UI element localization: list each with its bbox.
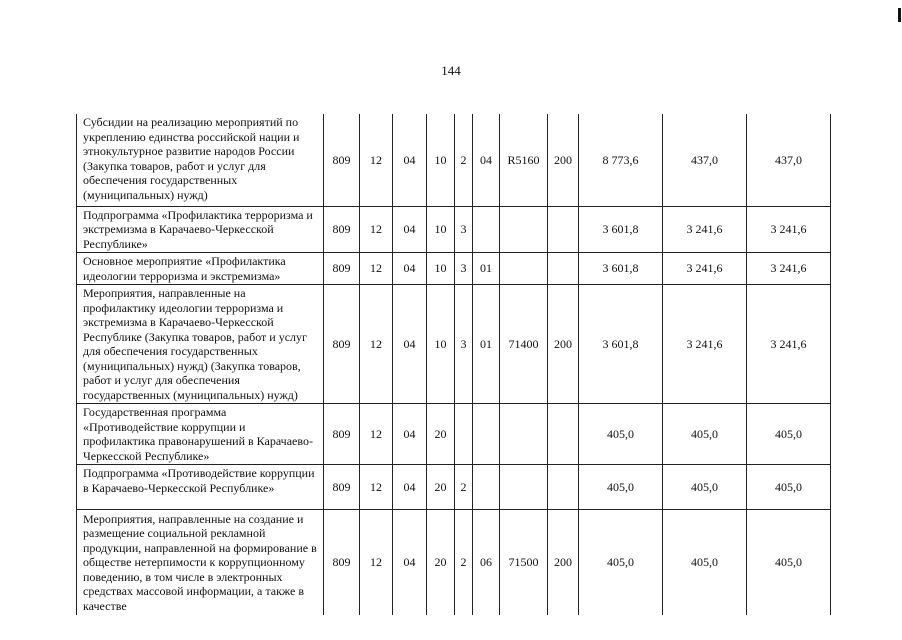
cell-program: 10 <box>427 114 455 206</box>
cell-razdel: 12 <box>360 510 393 615</box>
cell-podrazdel: 04 <box>393 510 427 615</box>
table-row <box>77 206 831 253</box>
cell-sum-1: 3 601,8 <box>579 285 663 404</box>
cell-podrazdel: 04 <box>393 404 427 465</box>
cell-name: Мероприятия, направленные на создание и размещение социальной рекламной продукции, направленной на формирование в обществе нетерпимости к коррупционному поведению, в том числе в электронных средствах массовой информации, а также в качестве <box>77 510 324 615</box>
cell-sum-2: 3 241,6 <box>663 206 747 253</box>
cell-name: Мероприятия, направленные на профилактику идеологии терроризма и экстремизма в Карачаево-Черкесской Республике (Закупка товаров, работ и услуг для обеспечения государственных (муниципальных) нужд) (Закупка товаров, работ и услуг для обеспечения государственных (муниципальных) нужд) <box>77 285 324 404</box>
cell-expense-type: 200 <box>548 510 579 615</box>
budget-table <box>76 114 831 615</box>
cell-sum-2: 3 241,6 <box>663 253 747 285</box>
cell-ved: 809 <box>324 206 360 253</box>
cell-name: Государственная программа «Противодействие коррупции и профилактика правонарушений в Карачаево-Черкесской Республике» <box>77 404 324 465</box>
cell-sum-3: 3 241,6 <box>747 285 831 404</box>
cell-podrazdel: 04 <box>393 206 427 253</box>
cell-program: 20 <box>427 510 455 615</box>
cell-name: Подпрограмма «Противодействие коррупции в Карачаево-Черкесской Республике» <box>77 465 324 510</box>
cell-sum-2: 405,0 <box>663 465 747 510</box>
cell-subprogram: 3 <box>455 253 473 285</box>
cell-sum-2: 437,0 <box>663 114 747 206</box>
cell-name: Основное мероприятие «Профилактика идеологии терроризма и экстремизма» <box>77 253 324 285</box>
cell-main-event <box>473 404 500 465</box>
cell-program: 10 <box>427 253 455 285</box>
cell-sum-1: 3 601,8 <box>579 206 663 253</box>
cell-razdel: 12 <box>360 253 393 285</box>
cell-main-event <box>473 465 500 510</box>
cell-program: 20 <box>427 404 455 465</box>
cell-direction <box>500 404 548 465</box>
cell-ved: 809 <box>324 114 360 206</box>
cell-razdel: 12 <box>360 285 393 404</box>
cell-sum-1: 405,0 <box>579 465 663 510</box>
cell-razdel: 12 <box>360 404 393 465</box>
cell-razdel: 12 <box>360 465 393 510</box>
page-number: 144 <box>441 63 461 78</box>
cell-sum-2: 405,0 <box>663 510 747 615</box>
cell-ved: 809 <box>324 285 360 404</box>
table-row <box>77 253 831 285</box>
cell-sum-3: 405,0 <box>747 510 831 615</box>
table-row <box>77 465 831 510</box>
cell-direction: 71400 <box>500 285 548 404</box>
cell-program: 10 <box>427 285 455 404</box>
cell-sum-3: 3 241,6 <box>747 206 831 253</box>
cell-subprogram: 2 <box>455 510 473 615</box>
cell-sum-1: 405,0 <box>579 404 663 465</box>
table-row <box>77 285 831 404</box>
cell-direction <box>500 253 548 285</box>
table-row <box>77 404 831 465</box>
cell-podrazdel: 04 <box>393 285 427 404</box>
cell-ved: 809 <box>324 253 360 285</box>
cell-sum-3: 3 241,6 <box>747 253 831 285</box>
cell-sum-1: 8 773,6 <box>579 114 663 206</box>
cell-podrazdel: 04 <box>393 114 427 206</box>
cell-program: 20 <box>427 465 455 510</box>
cell-subprogram: 3 <box>455 285 473 404</box>
cell-ved: 809 <box>324 465 360 510</box>
cell-subprogram <box>455 404 473 465</box>
cell-sum-1: 405,0 <box>579 510 663 615</box>
cell-ved: 809 <box>324 510 360 615</box>
cell-ved: 809 <box>324 404 360 465</box>
cell-main-event: 01 <box>473 285 500 404</box>
table-row <box>77 114 831 206</box>
cell-subprogram: 2 <box>455 465 473 510</box>
cell-subprogram: 2 <box>455 114 473 206</box>
cell-sum-1: 3 601,8 <box>579 253 663 285</box>
cell-razdel: 12 <box>360 114 393 206</box>
cell-program: 10 <box>427 206 455 253</box>
cell-subprogram: 3 <box>455 206 473 253</box>
cell-direction <box>500 206 548 253</box>
cell-podrazdel: 04 <box>393 253 427 285</box>
page-edge-mark <box>898 8 901 22</box>
cell-expense-type <box>548 253 579 285</box>
cell-sum-2: 3 241,6 <box>663 285 747 404</box>
cell-expense-type <box>548 206 579 253</box>
cell-name: Подпрограмма «Профилактика терроризма и экстремизма в Карачаево-Черкесской Республике» <box>77 206 324 253</box>
table-row <box>77 510 831 615</box>
cell-sum-3: 405,0 <box>747 465 831 510</box>
cell-direction: 71500 <box>500 510 548 615</box>
cell-expense-type: 200 <box>548 285 579 404</box>
cell-razdel: 12 <box>360 206 393 253</box>
cell-expense-type <box>548 465 579 510</box>
cell-direction: R5160 <box>500 114 548 206</box>
cell-expense-type <box>548 404 579 465</box>
cell-sum-2: 405,0 <box>663 404 747 465</box>
cell-main-event <box>473 206 500 253</box>
cell-direction <box>500 465 548 510</box>
cell-main-event: 01 <box>473 253 500 285</box>
cell-main-event: 04 <box>473 114 500 206</box>
cell-name: Субсидии на реализацию мероприятий по укреплению единства российской нации и этнокультурное развитие народов России (Закупка товаров, работ и услуг для обеспечения государственных (муниципальных) нужд) <box>77 114 324 206</box>
cell-sum-3: 405,0 <box>747 404 831 465</box>
cell-sum-3: 437,0 <box>747 114 831 206</box>
cell-expense-type: 200 <box>548 114 579 206</box>
cell-podrazdel: 04 <box>393 465 427 510</box>
cell-main-event: 06 <box>473 510 500 615</box>
